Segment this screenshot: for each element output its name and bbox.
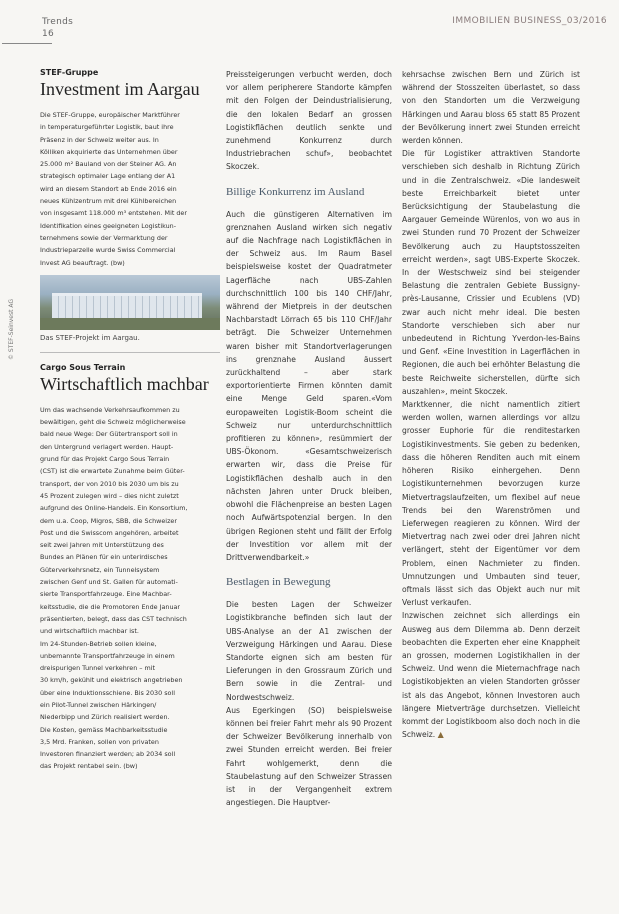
column-3-text: kehrsachse zwischen Bern und Zürich ist während der Stosszeiten überlastet, so dass von den Standorten um die Verzweigung Härkingen und Aarau bloss 65 statt 85 Prozent der Bevölkerung innert zwei Stunden erreicht werden können. Die für Logistiker attraktiven Standorte verschieben sich deshalb in Richtung Zürich und in die Zentralschweiz. «Die landesweit beste Erreichbarkeit bietet unter Berücksichtigung der Staubelastung die Aargauer Gemeinde Würenlos, von wo aus in zwei Stunden rund 70 Prozent der Schweizer Bevölkerung auch zu Hauptstosszeiten erreicht werden», sagt UBS-Experte Skoczek. In der Westschweiz sind bei steigender Belastung die zentralen Gebiete Bussigny-près-Lausanne, Crissier und Ecublens (VD) zwar auch nicht mehr ideal. Die besten Standorte verschieben sich aber nur unbedeutend in Richtung Yverdon-les-Bains und Genf. «Eine Investition in Lagerflächen in Regionen, die auch bei erhöhter Belastung die beste Reichweite sicherstellen, dürfte sich auszahlen», meint Skoczek. Marktkenner, die nicht namentlich zitiert werden wollen, warnen allerdings vor allzu grosser Euphorie für die renditestarken Logistikinvestments. Sie geben zu bedenken, dass die höheren Renditen auch mit einem höheren Risiko einhergehen. Denn Logistikunternehmen bevorzugen kurze Mietvertragslaufzeiten, um flexibel auf neue Trends bei den Warenströmen und Lieferwegen reagieren zu können. Wird der Mietvertrag nach zwei oder drei Jahren nicht verlängert, steht der Eigentümer vor dem Problem, einen Nachmieter zu finden. Umnutzungen und Umbauten sind teuer, oftmals lässt sich das Objekt auch nur mit Verlust verkaufen. Inzwischen zeichnet sich allerdings ein Ausweg aus dem Dilemma ab. Denn derzeit beobachten die Experten eher eine Knappheit an grossen, modernen Logistikhallen in der Schweiz. Und wenn die Mieternachfrage nach Logistikobjekten an vielen Standorten grösser ist als das Angebot, können Investoren auch längere Mietverträge durchsetzen. Vielleicht kommt der Logistikboom also doch noch in die Schweiz. bbox=[402, 70, 580, 740]
subheading: Bestlagen in Bewegung bbox=[226, 576, 331, 589]
article-body: Um das wachsende Verkehrsaufkommen zu bewältigen, geht die Schweiz möglicherweise bald neue Wege: Der Gütertransport soll in den Untergrund verlagert werden. Haupt- grund für das Projekt Cargo Sous Terrain (CST) ist die erwartete Zunahme beim Güter- transport, der von 2010 bis 2030 um bis zu 45 Prozent zulegen wird – dies nicht zuletzt aufgrund des Online-Handels. Ein Konsortium, dem u.a. Coop, Migros, SBB, die Schweizer Post und die Swisscom angehören, arbeitet seit zwei Jahren mit Unterstützung des Bundes an Plänen für ein unterirdisches Güterverkehrsnetz, ein Tunnelsystem zwischen Genf und St. Gallen für automati- sierte Transportfahrzeuge. Eine Machbar- keitsstudie, die die Promotoren Ende Januar präsentierten, belegt, dass das CST technisch und wirtschaftlich machbar ist. Im 24-Stunden-Betrieb sollen kleine, unbemannte Transportfahrzeuge in einem dreispurigen Tunnel verkehren – mit 30 km/h, gekühlt und elektrisch angetrieben über eine Induktionsschiene. Bis 2030 soll ein Pilot-Tunnel zwischen Härkingen/ Niederbipp und Zürich realisiert werden. Die Kosten, gemäss Machbarkeitsstudie 3,5 Mrd. Franken, sollen von privaten Investoren finanziert werden; ab 2034 soll das Projekt rentabel sein. (bw) bbox=[40, 405, 188, 771]
article-cargo-sous-terrain bbox=[40, 363, 220, 773]
stef-project-photo bbox=[40, 275, 220, 330]
article-headline: Wirtschaftlich machbar bbox=[40, 373, 209, 394]
photo-caption: Das STEF-Projekt im Aargau. bbox=[40, 333, 140, 342]
section-label: Trends bbox=[42, 17, 74, 27]
warehouse-building bbox=[52, 293, 202, 320]
column-2-paragraph-3: Die besten Lagen der Schweizer Logistikbranche befinden sich laut der UBS-Analyse an der A1 zwischen der Verzweigung Härkingen und Aarau. Diese Standorte eignen sich am besten für Lieferungen in den Grossraum Zürich und Bern sowie in die Zentral- und Nordwestschweiz. Aus Egerkingen (SO) beispielsweise können bei freier Fahrt mehr als 90 Prozent der Schweizer Bevölkerung innerhalb von zwei Stunden erreicht werden. Bei freier Fahrt wohlgemerkt, denn die Staubelastung auf den Schweizer Strassen ist in der Vergangenheit extrem angestiegen. Die Hauptver- bbox=[226, 600, 392, 808]
page-header-left bbox=[42, 16, 73, 40]
column-2-paragraph-2: Auch die günstigeren Alternativen im grenznahen Ausland wirken sich negativ auf die Nachfrage nach Logistikflächen in der Schweiz aus. Im Raum Basel beispielsweise kostet der Quadratmeter Lagerfläche nach UBS-Zahlen durchschnittlich 100 bis 140 CHF/Jahr, während der Mietpreis in der deutschen Nachbarstadt Lörrach 65 bis 110 CHF/Jahr beträgt. Die Schweizer Unternehmen waren bisher mit Standortverlagerungen ins grenznahe Ausland äussert zurückhaltend – aber stark exportorientierte Firmen könnten damit eine Menge Geld sparen.«Vom europaweiten Logistik-Boom scheint die Schweiz nur unterdurchschnittlich profitieren zu können», resümmiert der UBS-Ökonom. «Gesamtschweizerisch erwarten wir, dass die Preise für Logistikflächen deshalb auch in den nächsten Jahren unter Druck bleiben, obwohl die Flächenpreise an besten Lagen noch Aufwärtspotenzial bergen. In den übrigen Regionen steht und fällt der Erfolg der Investition vor allem mit der Drittverwendbarkeit.» bbox=[226, 209, 392, 562]
article-body: Die STEF-Gruppe, europäischer Marktführer in temperaturgeführter Logistik, baut ihre Präsenz in der Schweiz weiter aus. In Kölliken akquirierte das Unternehmen über 25.000 m² Bauland von der Steiner AG. An strategisch optimaler Lage entlang der A1 wird an diesem Standort ab Ende 2016 ein neues Kühlzentrum mit drei Kühlbereichen von insgesamt 118.000 m³ entstehen. Mit der Identifikation eines geeigneten Logistikun- ternehmens sowie der Vermarktung der Industrieparzelle wurde Swiss Commercial Invest AG beauftragt. (bw) bbox=[40, 111, 187, 267]
article-kicker: Cargo Sous Terrain bbox=[40, 362, 126, 372]
article-stef bbox=[40, 68, 220, 342]
article-kicker: STEF-Gruppe bbox=[40, 68, 99, 77]
column-3-paragraph bbox=[402, 68, 580, 741]
article-headline: Investment im Aargau bbox=[40, 79, 200, 99]
header-rule bbox=[2, 43, 52, 44]
column-3 bbox=[402, 68, 580, 741]
column-2-paragraph-1: Preissteigerungen verbucht werden, doch vor allem peripherere Standorte kämpfen mit den Folgen der Deindustrialisierung, die den lokalen Bedarf an grossen Logistikflächen deutlich senkte und zunehmend Konkurrenz durch Industriebrachen schuf», beobachtet Skoczek. bbox=[226, 70, 392, 172]
column-2 bbox=[226, 68, 392, 809]
house-icon: ▲ bbox=[437, 730, 444, 740]
photo-credit: © STEF-Seinvest AG bbox=[8, 298, 15, 360]
photo-ground bbox=[40, 318, 220, 330]
subheading: Billige Konkurrenz im Ausland bbox=[226, 185, 365, 198]
article-divider bbox=[40, 352, 220, 353]
page-number: 16 bbox=[42, 29, 55, 39]
column-1 bbox=[40, 68, 220, 773]
publication-name: IMMOBILIEN BUSINESS_03/2016 bbox=[452, 16, 607, 26]
